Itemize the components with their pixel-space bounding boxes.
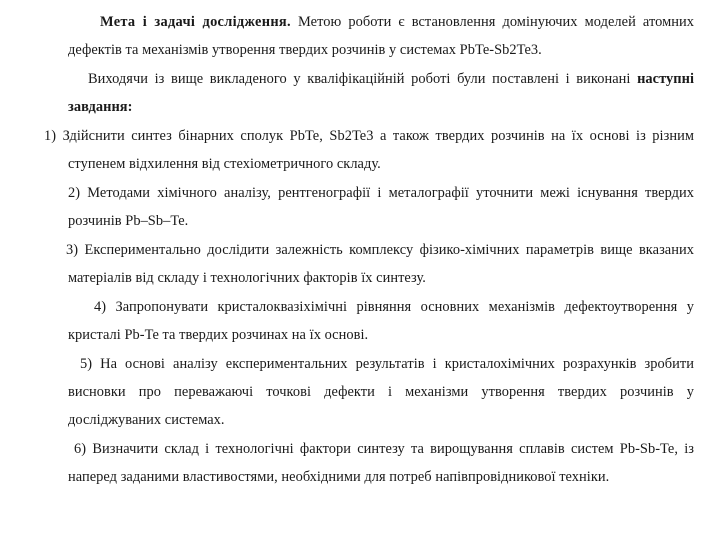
list-item: 6) Визначити склад і технологічні фактори синтезу та вирощування сплавів систем Pb-Sb-Te, із (74, 441, 694, 457)
list-item: 5) На основі аналізу експериментальних результатів і кристалохімічних розрахунків зробити (80, 356, 694, 372)
section-heading: Мета і задачі дослідження. (100, 14, 291, 30)
list-item: 4) Запропонувати кристалоквазіхімічні рівняння основних механізмів дефектоутворення у (94, 299, 694, 315)
list-item: 3) Експериментально дослідити залежність комплексу фізико-хімічних параметрів вище вказаних (66, 242, 694, 258)
list-item-line: висновки про переважаючі точкові дефекти і механізми утворення твердих розчинів у (68, 384, 694, 400)
list-item: 1) Здійснити синтез бінарних сполук PbTe, Sb2Te3 а також твердих розчинів на їх основі із різним (44, 128, 694, 144)
paragraph-line: дефектів та механізмів утворення твердих розчинів у системах PbTe-Sb2Te3. (68, 42, 542, 58)
list-item-line: наперед заданими властивостями, необхідними для потреб напівпровідникової техніки. (68, 469, 610, 485)
paragraph-line: Виходячи із вище викладеного у кваліфікаційній роботі були поставлені і виконані наступні (88, 71, 694, 87)
list-item-line: досліджуваних системах. (68, 412, 225, 428)
list-item-line: ступенем відхилення від стехіометричного складу. (68, 156, 381, 172)
list-item: 2) Методами хімічного аналізу, рентгенографії і металографії уточнити межі існування твердих (68, 185, 694, 201)
paragraph-line: Мета і задачі дослідження. Метою роботи є встановлення домінуючих моделей атомних (100, 14, 694, 30)
emphasis-text: наступні (637, 71, 694, 87)
list-item-line: матеріалів від складу і технологічних факторів їх синтезу. (68, 270, 426, 286)
list-item-line: кристалі Pb-Te та твердих розчинах на їх основі. (68, 327, 369, 343)
paragraph-line: завдання: (68, 99, 133, 115)
list-item-line: розчинів Pb–Sb–Te. (68, 213, 189, 229)
